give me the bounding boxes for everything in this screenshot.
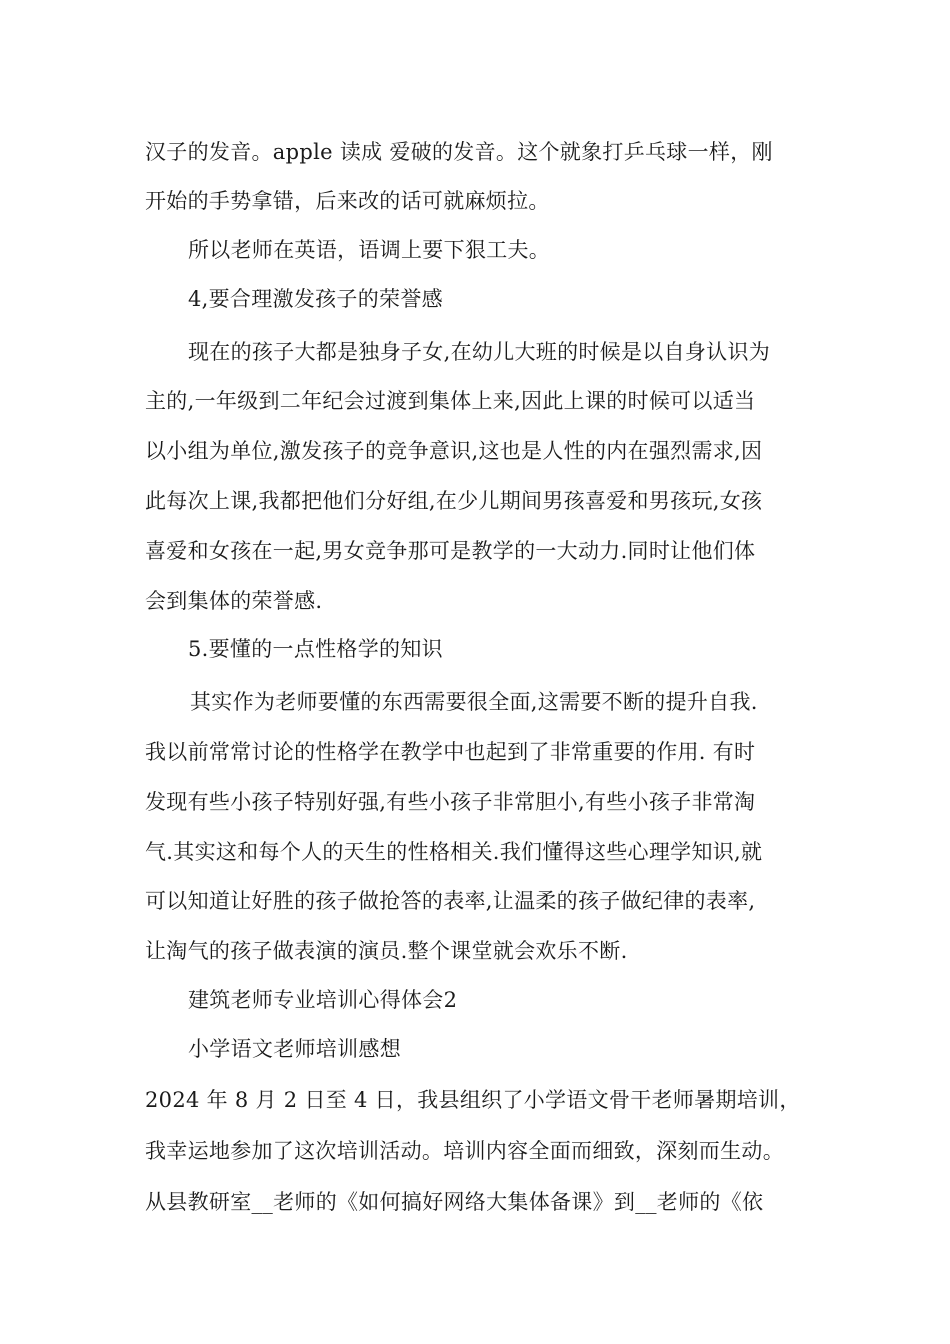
text-line: 汉子的发音。apple 读成 爱破的发音。这个就象打乒乓球一样，刚 bbox=[145, 140, 773, 164]
text-line: 我幸运地参加了这次培训活动。培训内容全面而细致，深刻而生动。 bbox=[145, 1139, 784, 1163]
section-heading: 5.要懂的一点性格学的知识 bbox=[188, 637, 443, 661]
text-line: 我以前常常讨论的性格学在教学中也起到了非常重要的作用. 有时 bbox=[145, 740, 756, 764]
article-title: 建筑老师专业培训心得体会2 bbox=[188, 988, 458, 1012]
text-line: 从县教研室__老师的《如何搞好网络大集体备课》到__老师的《依 bbox=[145, 1190, 764, 1214]
text-line: 现在的孩子大都是独身子女,在幼儿大班的时候是以自身认识为 bbox=[188, 340, 771, 364]
text-line: 让淘气的孩子做表演的演员.整个课堂就会欢乐不断. bbox=[145, 939, 628, 963]
text-line: 会到集体的荣誉感. bbox=[145, 589, 323, 613]
text-line: 所以老师在英语，语调上要下狠工夫。 bbox=[188, 238, 551, 262]
text-line: 其实作为老师要懂的东西需要很全面,这需要不断的提升自我. bbox=[190, 690, 758, 714]
text-line: 气.其实这和每个人的天生的性格相关.我们懂得这些心理学知识,就 bbox=[145, 840, 763, 864]
text-line: 发现有些小孩子特别好强,有些小孩子非常胆小,有些小孩子非常淘 bbox=[145, 790, 756, 814]
text-line: 以小组为单位,激发孩子的竞争意识,这也是人性的内在强烈需求,因 bbox=[145, 439, 763, 463]
text-line: 主的,一年级到二年纪会过渡到集体上来,因此上课的时候可以适当 bbox=[145, 389, 756, 413]
text-line: 喜爱和女孩在一起,男女竞争那可是教学的一大动力.同时让他们体 bbox=[145, 539, 756, 563]
text-line: 开始的手势拿错，后来改的话可就麻烦拉。 bbox=[145, 189, 550, 213]
text-line: 此每次上课,我都把他们分好组,在少儿期间男孩喜爱和男孩玩,女孩 bbox=[145, 489, 763, 513]
article-subtitle: 小学语文老师培训感想 bbox=[188, 1037, 401, 1061]
text-line: 可以知道让好胜的孩子做抢答的表率,让温柔的孩子做纪律的表率, bbox=[145, 889, 756, 913]
text-line: 2024 年 8 月 2 日至 4 日，我县组织了小学语文骨干老师暑期培训， bbox=[145, 1088, 801, 1112]
section-heading: 4,要合理激发孩子的荣誉感 bbox=[188, 287, 443, 311]
